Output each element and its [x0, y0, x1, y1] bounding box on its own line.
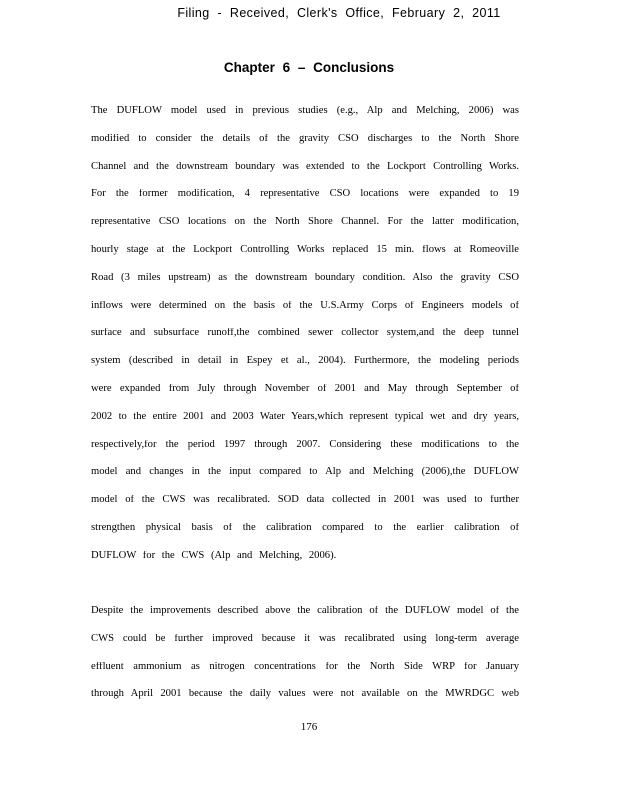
text-line: The DUFLOW model used in previous studies (e.g., Alp and Melching, 2006) was [91, 106, 519, 116]
page-number: 176 [300, 721, 318, 733]
paragraph-1 [91, 106, 519, 579]
chapter-title: Chapter 6 – Conclusions [223, 60, 395, 75]
text-line: Channel and the downstream boundary was extended to the Lockport Controlling Works. [91, 161, 519, 172]
text-line: representative CSO locations on the North Shore Channel. For the latter modification, [91, 217, 519, 228]
text-line: Road (3 miles upstream) as the downstream boundary condition. Also the gravity CSO [91, 272, 519, 283]
filing-header: Filing - Received, Clerk's Office, February 2, 2011 [177, 6, 501, 20]
text-line: modified to consider the details of the gravity CSO discharges to the North Shore [91, 133, 519, 144]
text-line: surface and subsurface runoff,the combined sewer collector system,and the deep tunnel [91, 328, 519, 339]
text-line: 2002 to the entire 2001 and 2003 Water Years,which represent typical wet and dry years, [91, 411, 519, 422]
text-line: respectively,for the period 1997 through 2007. Considering these modifications to the [91, 439, 519, 450]
text-line: CWS could be further improved because it was recalibrated using long-term average [91, 633, 519, 644]
text-line: For the former modification, 4 representative CSO locations were expanded to 19 [91, 189, 519, 200]
text-line: were expanded from July through November of 2001 and May through September of [91, 383, 519, 394]
text-line: system (described in detail in Espey et al., 2004). Furthermore, the modeling periods [91, 356, 519, 367]
text-line: model and changes in the input compared to Alp and Melching (2006),the DUFLOW [91, 467, 519, 478]
text-line: effluent ammonium as nitrogen concentrations for the North Side WRP for January [91, 661, 519, 672]
paragraph-2 [91, 606, 519, 717]
text-line: inflows were determined on the basis of the U.S.Army Corps of Engineers models of [91, 300, 519, 311]
text-line: model of the CWS was recalibrated. SOD data collected in 2001 was used to further [91, 495, 519, 506]
text-line: through April 2001 because the daily values were not available on the MWRDGC web [91, 689, 519, 700]
text-line: strengthen physical basis of the calibration compared to the earlier calibration of [91, 522, 519, 533]
text-line: hourly stage at the Lockport Controlling Works replaced 15 min. flows at Romeoville [91, 244, 519, 255]
text-line: DUFLOW for the CWS (Alp and Melching, 2006). [91, 550, 337, 561]
text-line: Despite the improvements described above the calibration of the DUFLOW model of the [91, 606, 519, 616]
